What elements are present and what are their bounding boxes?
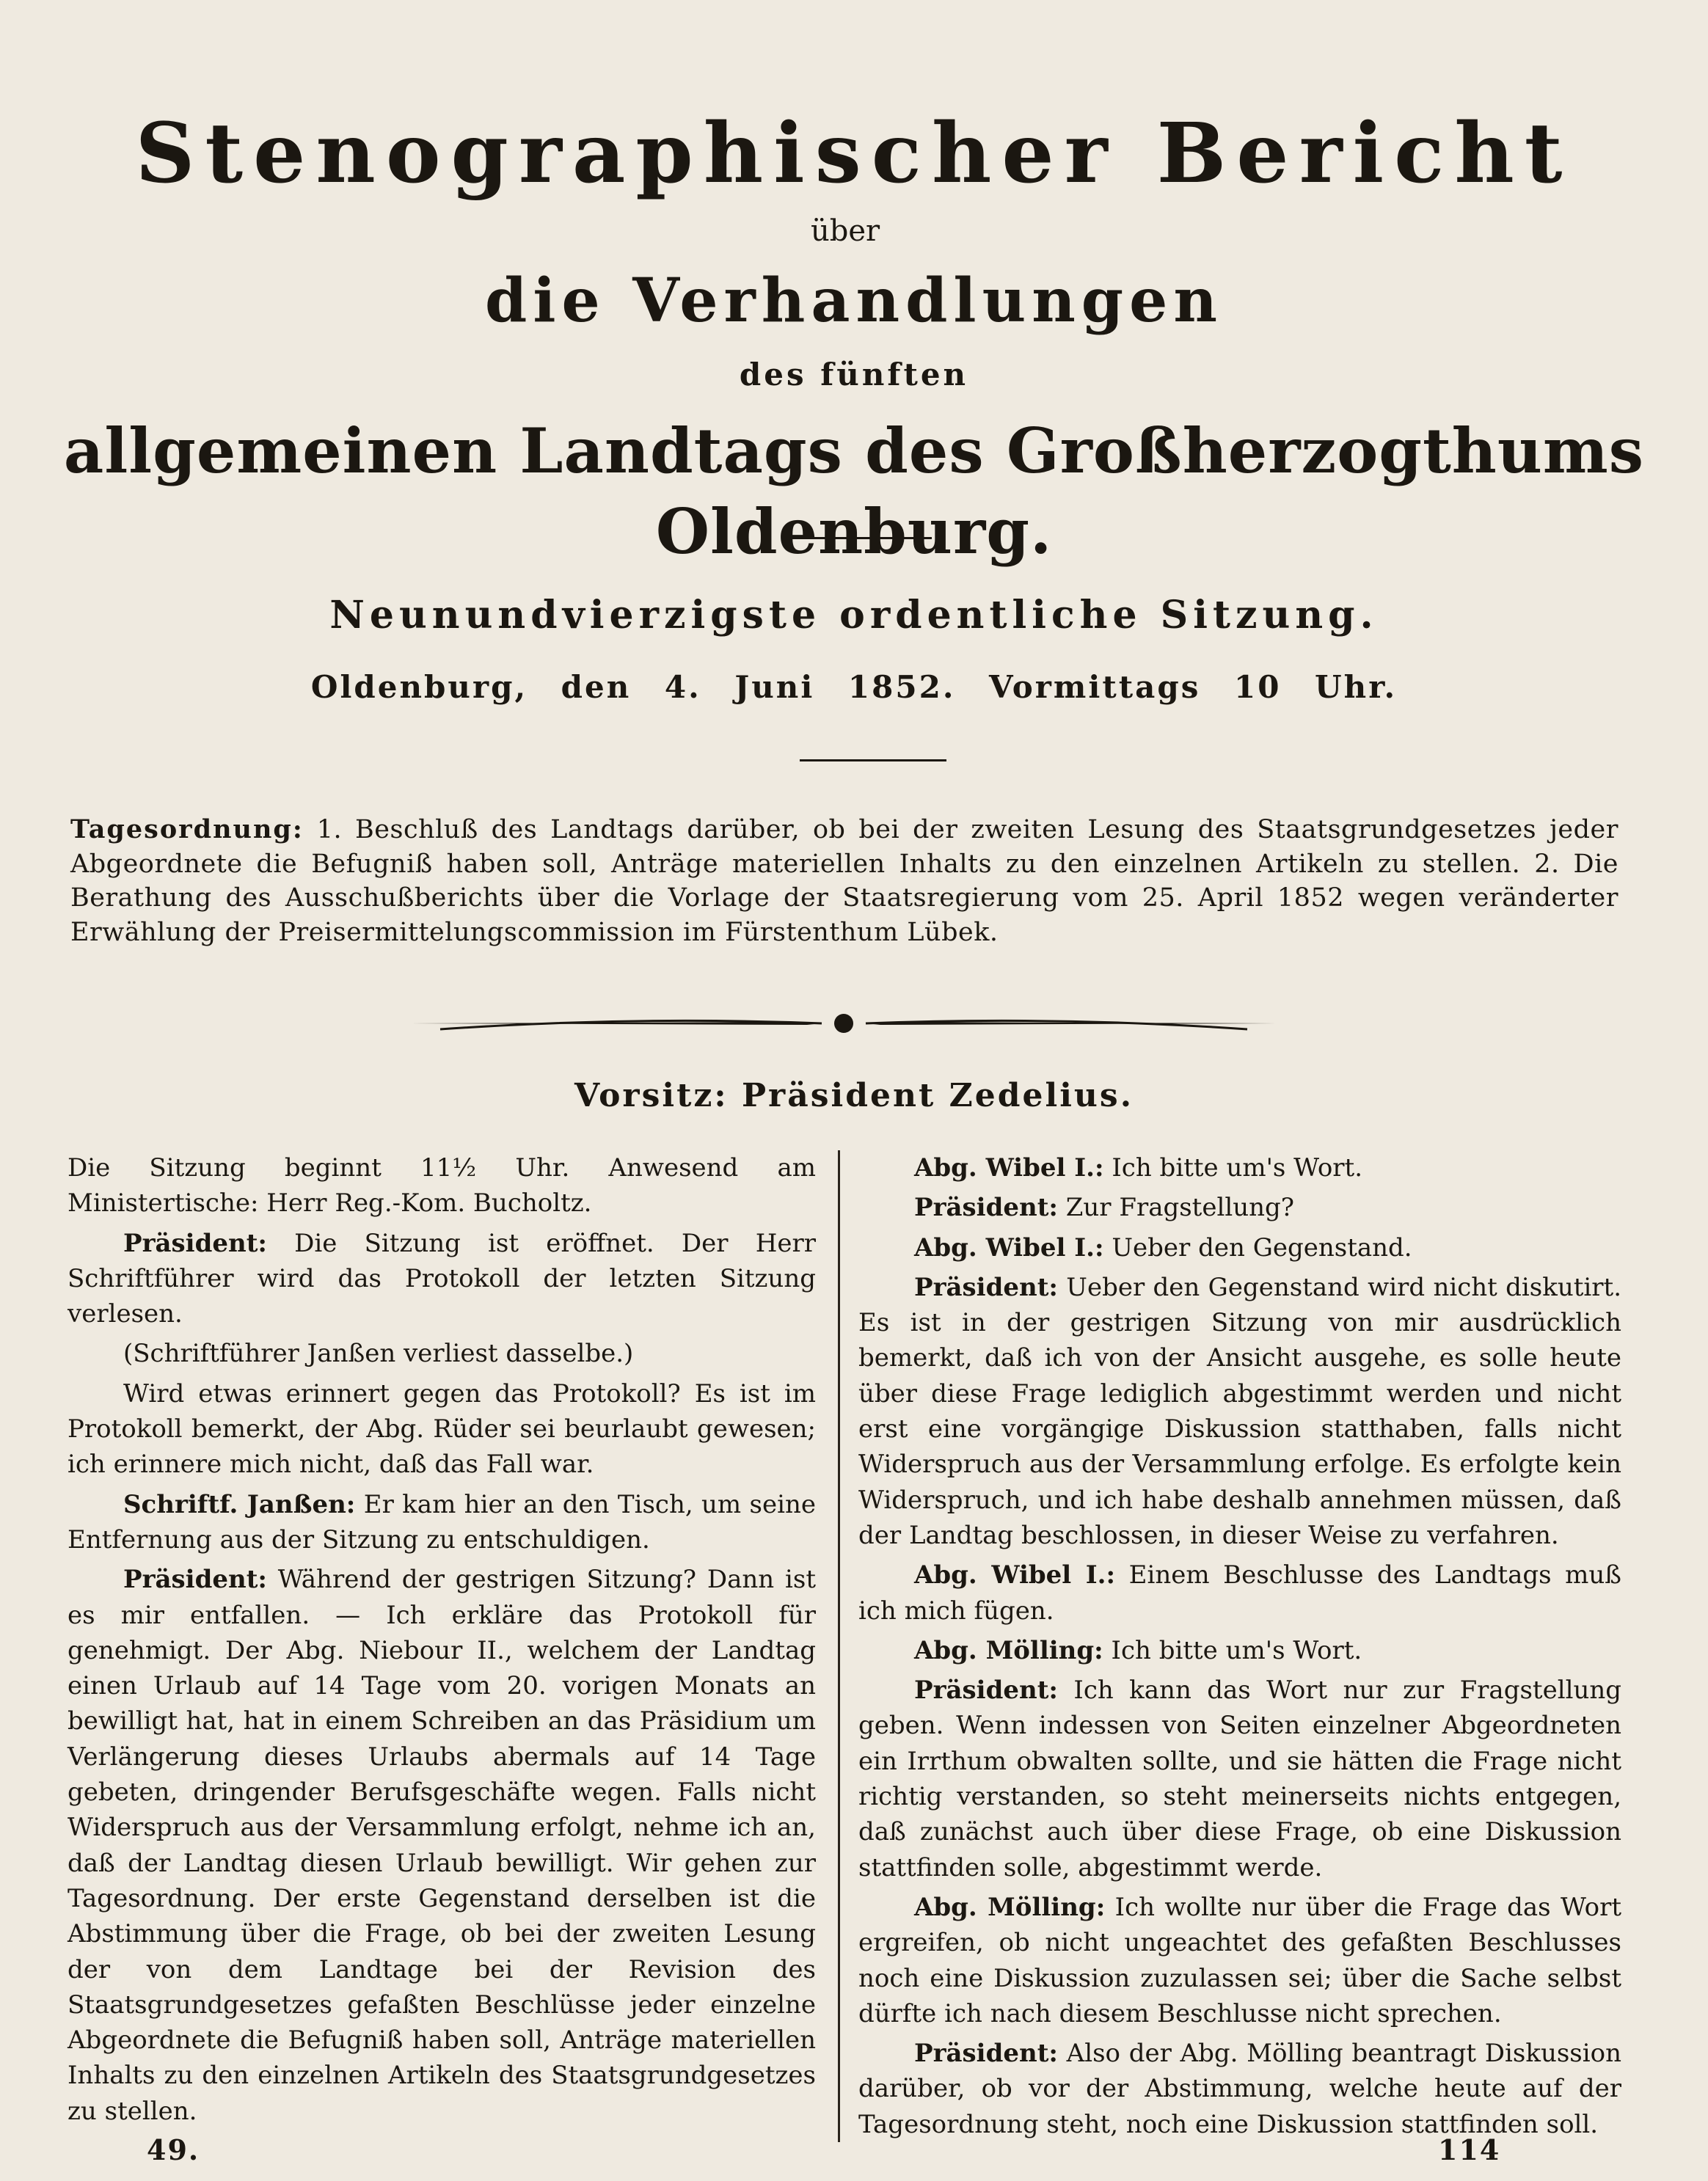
- paragraph-text: Ich kann das Wort nur zur Fragstellung geben. Wenn indessen von Seiten einzelner Abgeordneten ein Irrthum obwalten sollte, und sie hätten die Frage nicht richtig verstanden, so steht meinerseits nichts entgegen, daß zunächst auch über diese Frage, ob eine Diskussion stattfinden solle, abgestimmt werde.: [858, 1676, 1622, 1882]
- paragraph: [858, 1230, 1621, 1265]
- paragraph-text: Ueber den Gegenstand wird nicht diskutirt. Es ist in der gestrigen Sitzung von mir ausdrücklich bemerkt, daß ich von der Ansicht ausgehe, es solle heute über diese Frage lediglich abgestimmt werden und nicht erst eine vorgängige Diskussion statthaben, falls nicht Widerspruch aus der Versammlung erfolge. Es erfolgte kein Widerspruch, und ich habe deshalb annehmen müssen, daß der Landtag beschlossen, in dieser Weise zu verfahren.: [858, 1272, 1621, 1550]
- agenda-text: 1. Beschluß des Landtags darüber, ob bei der zweiten Lesung des Staatsgrundgesetzes jeder Abgeordnete die Befugniß haben soll, Anträge materiellen Inhalts zu den einzelnen Artikeln zu stellen. 2. Die Berathung des Ausschußberichts über die Vorlage der Staatsregierung vom 25. April 1852 wegen veränderter Erwählung der Preisermittelungscommission im Fürstenthum Lübek.: [70, 815, 1618, 947]
- paragraph: [858, 1150, 1621, 1186]
- title-landtag: allgemeinen Landtags des Großherzogthums Oldenburg.: [63, 414, 1645, 568]
- session-title: Neunundvierzigste ordentliche Sitzung.: [329, 593, 1379, 638]
- title-ueber: über: [811, 214, 880, 248]
- paragraph-text: Ich wollte nur über die Frage das Wort ergreifen, ob nicht ungeachtet des gefaßten Beschlusses noch eine Diskussion zuzulassen sei; über die Sache selbst dürfte ich nach diesem Beschlusse nicht sprechen.: [858, 1892, 1621, 2028]
- paragraph: [858, 1633, 1621, 1668]
- paragraph: [67, 1336, 816, 1371]
- agenda: [70, 813, 1618, 949]
- speaker: Präsident:: [914, 2039, 1058, 2069]
- dateline: Oldenburg, den 4. Juni 1852. Vormittags 10 Uhr.: [310, 669, 1398, 705]
- paragraph-text: Die Sitzung beginnt 11½ Uhr. Anwesend am Ministertische: Herr Reg.-Kom. Bucholtz.: [67, 1153, 816, 1219]
- paragraph-text: Also der Abg. Mölling beantragt Diskussion darüber, ob vor der Abstimmung, welche heute auf der Tagesordnung steht, noch eine Diskussion stattfinden soll.: [858, 2039, 1621, 2139]
- paragraph-text: Er kam hier an den Tisch, um seine Entfernung aus der Sitzung zu entschuldigen.: [67, 1489, 816, 1555]
- speaker: Abg. Wibel I.:: [914, 1153, 1104, 1183]
- paragraph-text: Ich bitte um's Wort.: [1112, 1153, 1363, 1183]
- chair-line: Vorsitz: Präsident Zedelius.: [574, 1077, 1134, 1114]
- paragraph: [67, 1226, 816, 1332]
- paragraph: [67, 1562, 816, 2129]
- speaker: Präsident:: [123, 1565, 267, 1595]
- paragraph-text: (Schriftführer Janßen verliest dasselbe.): [123, 1339, 634, 1369]
- speaker: Präsident:: [914, 1193, 1058, 1223]
- speaker: Abg. Wibel I.:: [914, 1560, 1116, 1590]
- ornament-rule: [411, 1009, 1277, 1038]
- speaker: Präsident:: [914, 1676, 1058, 1706]
- paragraph-text: Zur Fragstellung?: [1065, 1193, 1294, 1223]
- right-column: [858, 1150, 1621, 2147]
- paragraph: [858, 1673, 1621, 1885]
- report-title: Stenographischer Bericht: [135, 106, 1573, 202]
- paragraph: [858, 1270, 1621, 1553]
- speaker: Präsident:: [914, 1272, 1058, 1302]
- paragraph: [67, 1150, 816, 1221]
- short-rule: [785, 537, 932, 539]
- paragraph-text: Wird etwas erinnert gegen das Protokoll? Es ist im Protokoll bemerkt, der Abg. Rüder sei beurlaubt gewesen; ich erinnere mich nicht, daß das Fall war.: [67, 1378, 816, 1480]
- left-column: [67, 1150, 816, 2133]
- paragraph-text: Die Sitzung ist eröffnet. Der Herr Schriftführer wird das Protokoll der letzten Sitzung verlesen.: [67, 1228, 816, 1329]
- footer-signature-number: 49.: [147, 2133, 200, 2166]
- paragraph: [67, 1376, 816, 1483]
- paragraph: [858, 1557, 1621, 1629]
- column-divider: [838, 1150, 840, 2142]
- paragraph: [858, 1890, 1621, 2031]
- title-verhandlungen: die Verhandlungen: [485, 266, 1223, 336]
- speaker: Abg. Mölling:: [914, 1892, 1106, 1922]
- speaker: Abg. Mölling:: [914, 1635, 1103, 1665]
- paragraph-text: Einem Beschlusse des Landtags muß ich mich fügen.: [858, 1560, 1621, 1626]
- paragraph-text: Während der gestrigen Sitzung? Dann ist es mir entfallen. — Ich erkläre das Protokoll für genehmigt. Der Abg. Niebour II., welchem der Landtag einen Urlaub auf 14 Tage vom 20. vorigen Monats an bewilligt hat, hat in einem Schreiben an das Präsidium um Verlängerung dieses Urlaubs abermals auf 14 Tage gebeten, dringender Berufsgeschäfte wegen. Falls nicht Widerspruch aus der Versammlung erfolgt, nehme ich an, daß der Landtag diesen Urlaub bewilligt. Wir gehen zur Tagesordnung. Der erste Gegenstand derselben ist die Abstimmung über die Frage, ob bei der zweiten Lesung der von dem Landtage bei der Revision des Staatsgrundgesetzes gefaßten Beschlüsse jeder einzelne Abgeordnete die Befugniß haben soll, Anträge materiellen Inhalts zu den einzelnen Artikeln des Staatsgrundgesetzes zu stellen.: [67, 1565, 816, 2126]
- short-rule-2: [800, 759, 946, 761]
- title-des-fuenften: des fünften: [739, 357, 969, 392]
- speaker: Schriftf. Janßen:: [123, 1489, 356, 1519]
- page-number: 114: [1438, 2133, 1501, 2166]
- speaker: Abg. Wibel I.:: [914, 1232, 1104, 1263]
- paragraph: [858, 1190, 1621, 1225]
- paragraph: [858, 2036, 1621, 2142]
- paragraph: [67, 1487, 816, 1558]
- paragraph-text: Ueber den Gegenstand.: [1112, 1232, 1412, 1263]
- speaker: Präsident:: [123, 1228, 267, 1258]
- agenda-label: Tagesordnung:: [70, 814, 304, 844]
- paragraph-text: Ich bitte um's Wort.: [1111, 1635, 1362, 1665]
